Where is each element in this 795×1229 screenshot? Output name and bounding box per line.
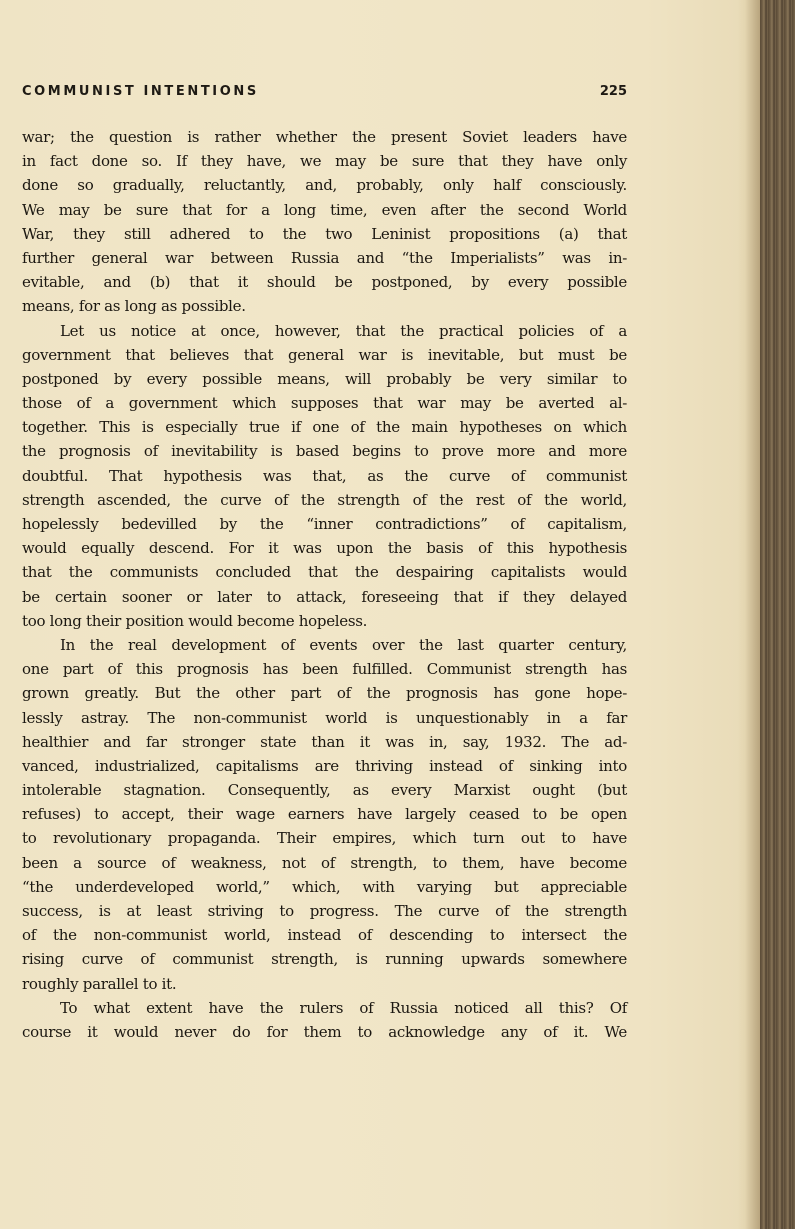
text-line: lessly astray. The non-communist world is unquestionably in a far xyxy=(22,708,627,727)
body-text xyxy=(22,125,627,1044)
text-line: together. This is especially true if one of the main hypotheses on which xyxy=(22,418,627,437)
text-line: rising curve of communist strength, is running upwards somewhere xyxy=(22,950,627,969)
text-line: refuses) to accept, their wage earners have largely ceased to be open xyxy=(22,805,627,824)
text-line: of the non-communist world, instead of descending to intersect the xyxy=(22,926,627,945)
text-line: intolerable stagnation. Consequently, as every Marxist ought (but xyxy=(22,781,627,800)
text-line: government that believes that general war is inevitable, but must be xyxy=(22,345,627,364)
text-line: “the underdeveloped world,” which, with varying but appreciable xyxy=(22,877,627,896)
text-line: been a source of weakness, not of strength, to them, have become xyxy=(22,853,627,872)
text-line: too long their position would become hopeless. xyxy=(22,611,368,630)
text-line: In the real development of events over the last quarter century, xyxy=(60,635,627,654)
text-line: that the communists concluded that the despairing capitalists would xyxy=(22,563,627,582)
text-line: strength ascended, the curve of the strength of the rest of the world, xyxy=(22,490,627,509)
text-line: in fact done so. If they have, we may be sure that they have only xyxy=(22,152,627,171)
text-line: the prognosis of inevitability is based begins to prove more and more xyxy=(22,442,627,461)
text-line: evitable, and (b) that it should be postponed, by every possible xyxy=(22,273,627,292)
page-number: 225 xyxy=(599,84,627,99)
text-line: healthier and far stronger state than it was in, say, 1932. The ad- xyxy=(22,732,627,751)
text-line: success, is at least striving to progress. The curve of the strength xyxy=(22,902,627,920)
text-line: means, for as long as possible. xyxy=(22,297,246,316)
text-line: grown greatly. But the other part of the prognosis has gone hope- xyxy=(22,684,627,703)
text-line: those of a government which supposes that war may be averted al- xyxy=(22,394,627,413)
text-line: war; the question is rather whether the present Soviet leaders have xyxy=(22,128,627,146)
gutter-shadow xyxy=(745,0,761,1229)
text-line: postponed by every possible means, will probably be very similar to xyxy=(22,369,627,388)
text-line: course it would never do for them to acknowledge any of it. We xyxy=(22,1022,627,1041)
text-line: War, they still adhered to the two Leninist propositions (a) that xyxy=(22,224,627,243)
running-head: COMMUNIST INTENTIONS xyxy=(22,84,259,99)
text-line: We may be sure that for a long time, even after the second World xyxy=(22,200,627,219)
text-line: hopelessly bedevilled by the “inner contradictions” of capitalism, xyxy=(22,515,627,533)
text-line: one part of this prognosis has been fulfilled. Communist strength has xyxy=(22,660,627,679)
text-line: further general war between Russia and “the Imperialists” was in- xyxy=(22,248,627,267)
text-line: to revolutionary propaganda. Their empires, which turn out to have xyxy=(22,829,627,848)
text-line: vanced, industrialized, capitalisms are thriving instead of sinking into xyxy=(22,756,627,775)
text-line: done so gradually, reluctantly, and, probably, only half consciously. xyxy=(22,176,627,195)
text-line: roughly parallel to it. xyxy=(22,974,177,993)
text-line: doubtful. That hypothesis was that, as the curve of communist xyxy=(22,466,627,485)
book-spine xyxy=(760,0,795,1229)
text-line: be certain sooner or later to attack, foreseeing that if they delayed xyxy=(22,587,627,606)
text-line: To what extent have the rulers of Russia noticed all this? Of xyxy=(60,998,627,1017)
text-line: Let us notice at once, however, that the practical policies of a xyxy=(60,321,627,340)
text-line: would equally descend. For it was upon the basis of this hypothesis xyxy=(22,539,627,558)
page-header xyxy=(22,84,627,106)
